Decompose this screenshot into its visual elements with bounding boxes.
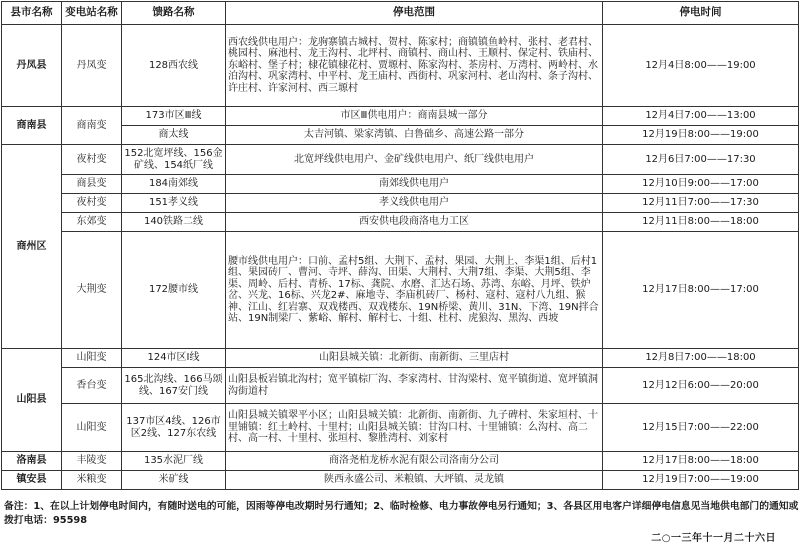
station-cell: 米粮变: [62, 471, 122, 490]
scope-cell: 商洛尧柏龙桥水泥有限公司洛南分公司: [226, 452, 603, 471]
time-cell: 12月10日9:00——17:00: [603, 175, 799, 194]
feeder-cell: 173市区Ⅲ线: [122, 107, 226, 126]
time-cell: 12月11日7:00——17:30: [603, 194, 799, 213]
county-cell: 丹凤县: [2, 25, 62, 107]
scope-cell: 腰市线供电用户：口前、孟村5组、大荆下、孟村、果园、大荆上、李渠1组、后村1组、果园砖厂、曹河、寺坪、薛沟、田渠、大荆村、大荆7组、李渠、大荆5组、李渠、周岭、后村、青桥、17标、龚院、水磨、汇达石场、苏湾、东峪、月坪、铁炉岔、兴龙、16标、兴龙2#、麻地寺、李庙机砖厂、杨村、寇村、寇村八九组、猴神、江山、红岩寨、双戏楼西、双戏楼东、19N桥梁、黄川、31N、下湾、19N拌合站、19N制梁厂、紫峪、解村、解村七、十组、杜村、虎狼沟、黑沟、西坡: [226, 232, 603, 349]
table-row: [2, 452, 799, 471]
power-outage-table: [1, 1, 799, 490]
time-cell: 12月19日7:00——19:00: [603, 471, 799, 490]
county-cell: 镇安县: [2, 471, 62, 490]
time-cell: 12月15日7:00——22:00: [603, 404, 799, 452]
scope-cell: 山阳县城关镇翠平小区；山阳县城关镇：北新街、南新街、九子碑村、朱家垣村、十里铺镇：红土岭村、十里村；山阳县城关镇：甘沟口村、十里铺镇：么沟村、高二村、高一村、十里村、张垣村、黎胜湾村、刘家村: [226, 404, 603, 452]
header-feeder: 馈路名称: [122, 2, 226, 25]
station-cell: 丹凤变: [62, 25, 122, 107]
table-row: [2, 126, 799, 145]
time-cell: 12月17日8:00——17:00: [603, 232, 799, 349]
station-cell: 大荆变: [62, 232, 122, 349]
feeder-cell: 135水泥厂线: [122, 452, 226, 471]
table-row: [2, 145, 799, 175]
header-station: 变电站名称: [62, 2, 122, 25]
station-cell: 商县变: [62, 175, 122, 194]
time-cell: 12月4日8:00——19:00: [603, 25, 799, 107]
table-row: [2, 107, 799, 126]
station-cell: 夜村变: [62, 194, 122, 213]
feeder-cell: 184南郊线: [122, 175, 226, 194]
table-row: [2, 213, 799, 232]
scope-cell: 南郊线供电用户: [226, 175, 603, 194]
scope-cell: 太吉河镇、梁家湾镇、白鲁础乡、高速公路一部分: [226, 126, 603, 145]
station-cell: 丰陵变: [62, 452, 122, 471]
scope-cell: 市区Ⅲ供电用户：商南县城一部分: [226, 107, 603, 126]
time-cell: 12月17日8:00——18:00: [603, 452, 799, 471]
header-time: 停电时间: [603, 2, 799, 25]
table-row: [2, 194, 799, 213]
time-cell: 12月4日7:00——13:00: [603, 107, 799, 126]
feeder-cell: 151孝义线: [122, 194, 226, 213]
feeder-cell: 137市区4线、126市区2线、127东农线: [122, 404, 226, 452]
table-row: [2, 368, 799, 404]
scope-cell: 西农线供电用户：龙驹寨镇古城村、贺村、陈家村；商镇镇鱼岭村、张村、老君村、桃园村、麻池村、龙王沟村、北坪村、商镇村、商山村、王顺村、保定村、铁庙村、东峪村、堡子村；棣花镇棣花村、贾塬村、陈家沟村、茶房村、万湾村、两岭村、水泊沟村、巩家湾村、中平村、龙王庙村、西街村、巩家河村、老山沟村、条子沟村、许庄村、许家河村、西三塬村: [226, 25, 603, 107]
feeder-cell: 124市区Ⅰ线: [122, 349, 226, 368]
scope-cell: 陕西永盛公司、米粮镇、大坪镇、灵龙镇: [226, 471, 603, 490]
publish-date: 二○一三年十一月二十六日: [651, 533, 776, 544]
feeder-cell: 商太线: [122, 126, 226, 145]
feeder-cell: 152北宽坪线、156金矿线、154纸厂线: [122, 145, 226, 175]
feeder-cell: 140铁路二线: [122, 213, 226, 232]
county-cell: 洛南县: [2, 452, 62, 471]
time-cell: 12月8日7:00——18:00: [603, 349, 799, 368]
scope-cell: 山阳县城关镇：北新街、南新街、三里店村: [226, 349, 603, 368]
header-scope: 停电范围: [226, 2, 603, 25]
station-cell: 香台变: [62, 368, 122, 404]
scope-cell: 北宽坪线供电用户、金矿线供电用户、纸厂线供电用户: [226, 145, 603, 175]
table-row: [2, 175, 799, 194]
table-row: [2, 404, 799, 452]
table-row: [2, 471, 799, 490]
table-row: [2, 349, 799, 368]
feeder-cell: 米矿线: [122, 471, 226, 490]
time-cell: 12月19日8:00——19:00: [603, 126, 799, 145]
county-cell: 商州区: [2, 145, 62, 349]
station-cell: 山阳变: [62, 404, 122, 452]
time-cell: 12月12日6:00——20:00: [603, 368, 799, 404]
station-cell: 商南变: [62, 107, 122, 145]
scope-cell: 西安供电段商洛电力工区: [226, 213, 603, 232]
time-cell: 12月11日8:00——18:00: [603, 213, 799, 232]
header-county: 县市名称: [2, 2, 62, 25]
station-cell: 夜村变: [62, 145, 122, 175]
table-row: [2, 25, 799, 107]
county-cell: 山阳县: [2, 349, 62, 452]
feeder-cell: 172腰市线: [122, 232, 226, 349]
footnote: 备注：1、在以上计划停电时间内，有随时送电的可能，因雨等停电改期时另行通知；2、临时检修、电力事故停电另行通知；3、各县区用电客户详细停电信息见当地供电部门的通知或拨打电话：95598: [4, 501, 799, 526]
scope-cell: 孝义线供电用户: [226, 194, 603, 213]
table-row: [2, 232, 799, 349]
station-cell: 山阳变: [62, 349, 122, 368]
time-cell: 12月6日7:00——17:30: [603, 145, 799, 175]
scope-cell: 山阳县板岩镇北沟村；宽平镇棕厂沟、李家湾村、甘沟梁村、宽平镇街道、宽坪镇洞沟街道村: [226, 368, 603, 404]
feeder-cell: 165北沟线、166马颂线、167安门线: [122, 368, 226, 404]
feeder-cell: 128西农线: [122, 25, 226, 107]
station-cell: 东郊变: [62, 213, 122, 232]
county-cell: 商南县: [2, 107, 62, 145]
header-row: [2, 2, 799, 25]
